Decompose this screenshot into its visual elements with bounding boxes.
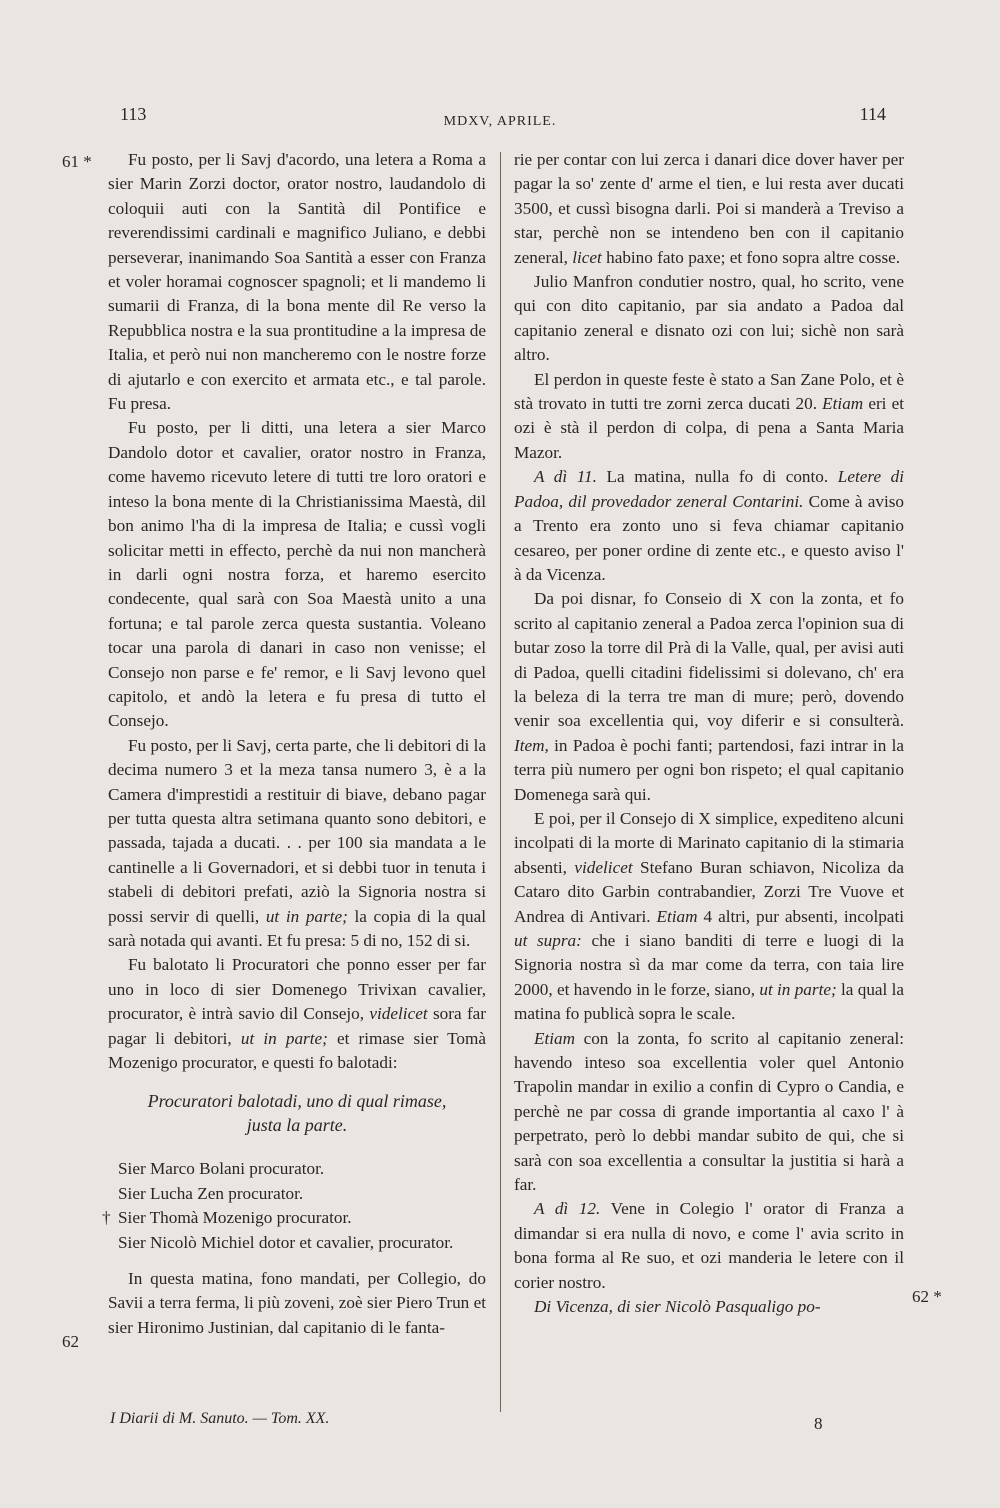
- footer-title: I Diarii di M. Sanuto. — Tom. XX.: [110, 1410, 330, 1427]
- paragraph: In questa matina, fono mandati, per Collegio, do Savii a terra ferma, li più zoveni, zoè sier Piero Trun et sier Hironimo Justinian, dal capitanio di le fanta-: [108, 1269, 486, 1337]
- paragraph: rie per contar con lui zerca i danari dice dover haver per pagar la so' zente d' arme el tien, e lui resta aver ducati 3500, et cussì bisogna darli. Poi si manderà a Treviso a star, perchè non se intendeno ben con il capitanio zeneral, licet habino fato paxe; et fono sopra altre cosse.: [514, 150, 904, 267]
- list-item: Sier Marco Bolani procurator.: [118, 1159, 325, 1179]
- paragraph: A dì 12. Vene in Colegio l' orator di Franza a dimandar si era nulla di novo, e come l' avia scrito in bona forma al Re suo, et ozi manderia le letere con il corier nostro.: [514, 1199, 904, 1292]
- paragraph: Da poi disnar, fo Conseio di X con la zonta, et fo scrito al capitanio zeneral a Padoa zerca l'opinion sua di butar zoso la torre dil Prà di la Valle, qual, per avisi auti di Padoa, quelli citadini fidelissimi si dolevano, ch' era la beleza di la terra tre man di mure; però, dovendo venir soa excellentia qui, voy diferir e si consulterà. Item, in Padoa è pochi fanti; partendosi, fazi intrar in la terra più numero per ogni bon rispeto; el qual capitanio Domenega sarà qui.: [514, 589, 904, 804]
- list-item: † Sier Thomà Mozenigo procurator.: [118, 1206, 486, 1230]
- margin-number-62: 62: [62, 1332, 79, 1351]
- paragraph: Julio Manfron condutier nostro, qual, ho scrito, vene qui con dito capitanio, par sia andato a Padoa dal capitanio zeneral e disnato ozi con lui; sichè non sarà altro.: [514, 272, 904, 365]
- procurator-list: [102, 1157, 486, 1255]
- list-item: Sier Nicolò Michiel dotor et cavalier, procurator.: [118, 1232, 454, 1252]
- paragraph: Fu posto, per li Savj d'acordo, una letera a Roma a sier Marin Zorzi doctor, orator nostro, laudandolo di coloquii auti con la Santità dil Pontifice e reverendissimi cardinali e magnifico Juliano, e debbi perseverar, inanimando Soa Santità a esser con Franza et voler horamai cognoscer spagnoli; et li mandemo li sumarii di Franza, di la bona mente dil Re verso la Repubblica nostra e la sua prontitudine a la impresa de Italia, et però nui non mancheremo con le nostre forze di ajutarlo e con exercito et armata etc., e tal parole. Fu presa.: [108, 150, 486, 414]
- signature-number: 8: [814, 1414, 823, 1433]
- section-heading: Procuratori balotadi, uno di qual rimase, justa la parte.: [147, 1091, 447, 1136]
- paragraph: Di Vicenza, di sier Nicolò Pasqualigo po-: [534, 1297, 821, 1317]
- paragraph: E poi, per il Consejo di X simplice, expediteno alcuni incolpati di la morte di Marinato capitanio di la stimaria absenti, videlicet Stefano Buran schiavon, Nicoliza da Cataro dito Garbin contrabandier, Zorzi Tre Vuove et Andrea di Antivari. Etiam 4 altri, pur absenti, incolpati ut supra: che i siano banditi di terre e luogi di la Signoria nostra sì da mar come da terra, con taia lire 2000, et havendo in le forze, siano, ut in parte; la qual la matina fo publicà sopra le scale.: [514, 808, 905, 1024]
- paragraph: Fu posto, per li ditti, una letera a sier Marco Dandolo dotor et cavalier, orator nostro in Franza, come havemo ricevuto letere di tutti tre loro oratori e inteso la bona mente di la Christianissima Maestà, dil bon animo l'ha di la impresa de Italia; e cussì vogli solicitar metti in effecto, perchè da nui non mancherà in darli ogni nostra forza, et haremo esercito condecente, qual sarà con Soa Maestà unito a una fortuna; e tal parole zerca questa sustantia. Voleano tocar una parola di danari in caso non venisse; el Consejo non parse e fe' remor, e li Savj levono quel capitolo, et andò la letera e fu presa di tutto el Consejo.: [108, 418, 486, 731]
- list-item: Sier Lucha Zen procurator.: [118, 1183, 304, 1203]
- paragraph: Fu posto, per li Savj, certa parte, che li debitori di la decima numero 3 et la meza tansa numero 3, è a la Camera d'imprestidi a restituir di biave, debano pagar per tutta questa altra setimana quanto sono debitori, e passada, tajada a ducati. . . per 100 sia mandata a le cantinelle a li Governadori, et si debbi tuor in tenuta i stabeli di debitori prefati, aziò la Signoria nostra si possi servir di quelli, ut in parte; la copia di la qual sarà notada qui avanti. Et fu presa: 5 di no, 152 di si.: [108, 735, 487, 950]
- margin-number-61: 61 *: [62, 152, 92, 171]
- running-header: MDXV, APRILE.: [443, 114, 557, 129]
- column-divider: [500, 152, 501, 1412]
- page-number-right: 114: [859, 104, 886, 124]
- paragraph: Fu balotato li Procuratori che ponno esser per far uno in loco di sier Domenego Trivixan cavalier, procurator, è intrà savio dil Consejo, videlicet sora far pagar li debitori, ut in parte; et rimase sier Tomà Mozenigo procurator, e questi fo balotadi:: [108, 955, 487, 1073]
- paragraph: Etiam con la zonta, fo scrito al capitanio zeneral: havendo inteso soa excellentia voler quel Antonio Trapolin mandar in exilio a confin di Cypro o Candia, e perchè ne par cossa di grande importantia al caxo l' à perpetrato, però lo debbi mandar subito de qui, che si sarà con soa excellentia a consultar la justitia si harà a far.: [514, 1028, 904, 1195]
- right-column: [514, 148, 904, 1320]
- margin-number-62-star: 62 *: [912, 1287, 942, 1306]
- cross-mark: †: [102, 1208, 111, 1228]
- left-column: [102, 148, 487, 1340]
- paragraph: A dì 11. La matina, nulla fo di conto. Letere di Padoa, dil provedador zeneral Contarini. Come à aviso a Trento era zonto uno si feva chiamar capitanio cesareo, per poner ordine di zente etc., e questo aviso l' à da Vicenza.: [514, 467, 905, 584]
- paragraph: El perdon in queste feste è stato a San Zane Polo, et è stà trovato in tutti tre zorni zerca ducati 20. Etiam eri et ozi è stà il perdon di colpa, di pena a Santa Maria Mazor.: [514, 369, 904, 462]
- page-number-left: 113: [120, 104, 147, 124]
